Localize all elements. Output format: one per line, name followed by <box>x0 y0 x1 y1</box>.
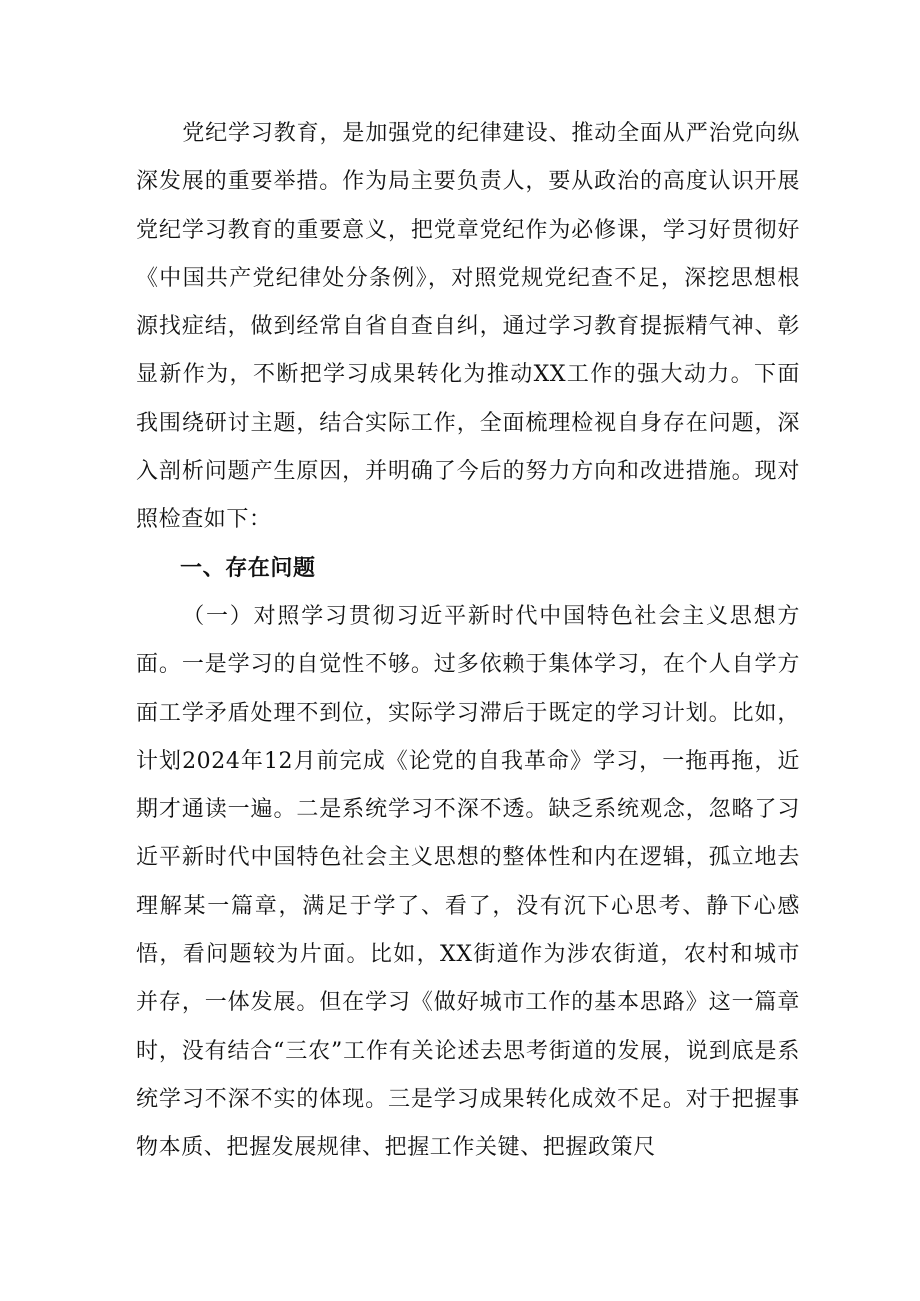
intro-paragraph: 党纪学习教育，是加强党的纪律建设、推动全面从严治党向纵深发展的重要举措。作为局主要负责人，要从政治的高度认识开展党纪学习教育的重要意义，把党章党纪作为必修课，学习好贯彻好《中国共产党纪律处分条例》，对照党规党纪查不足，深挖思想根源找症结，做到经常自省自查自纠，通过学习教育提振精气神、彰显新作为，不断把学习成果转化为推动XX工作的强大动力。下面我围绕研讨主题，结合实际工作，全面梳理检视自身存在问题，深入剖析问题产生原因，并明确了今后的努力方向和改进措施。现对照检查如下： <box>136 121 800 533</box>
section-heading: 一、存在问题 <box>180 555 316 581</box>
document-body <box>136 110 800 1173</box>
section-paragraph: （一）对照学习贯彻习近平新时代中国特色社会主义思想方面。一是学习的自觉性不够。过多依赖于集体学习，在个人自学方面工学矛盾处理不到位，实际学习滞后于既定的学习计划。比如，计划2024年12月前完成《论党的自我革命》学习，一拖再拖，近期才通读一遍。二是系统学习不深不透。缺乏系统观念，忽略了习近平新时代中国特色社会主义思想的整体性和内在逻辑，孤立地去理解某一篇章，满足于学了、看了，没有沉下心思考、静下心感悟，看问题较为片面。比如，XX街道作为涉农街道，农村和城市并存，一体发展。但在学习《做好城市工作的基本思路》这一篇章时，没有结合“三农”工作有关论述去思考街道的发展，说到底是系统学习不深不实的体现。三是学习成果转化成效不足。对于把握事物本质、把握发展规律、把握工作关键、把握政策尺 <box>136 603 800 1161</box>
